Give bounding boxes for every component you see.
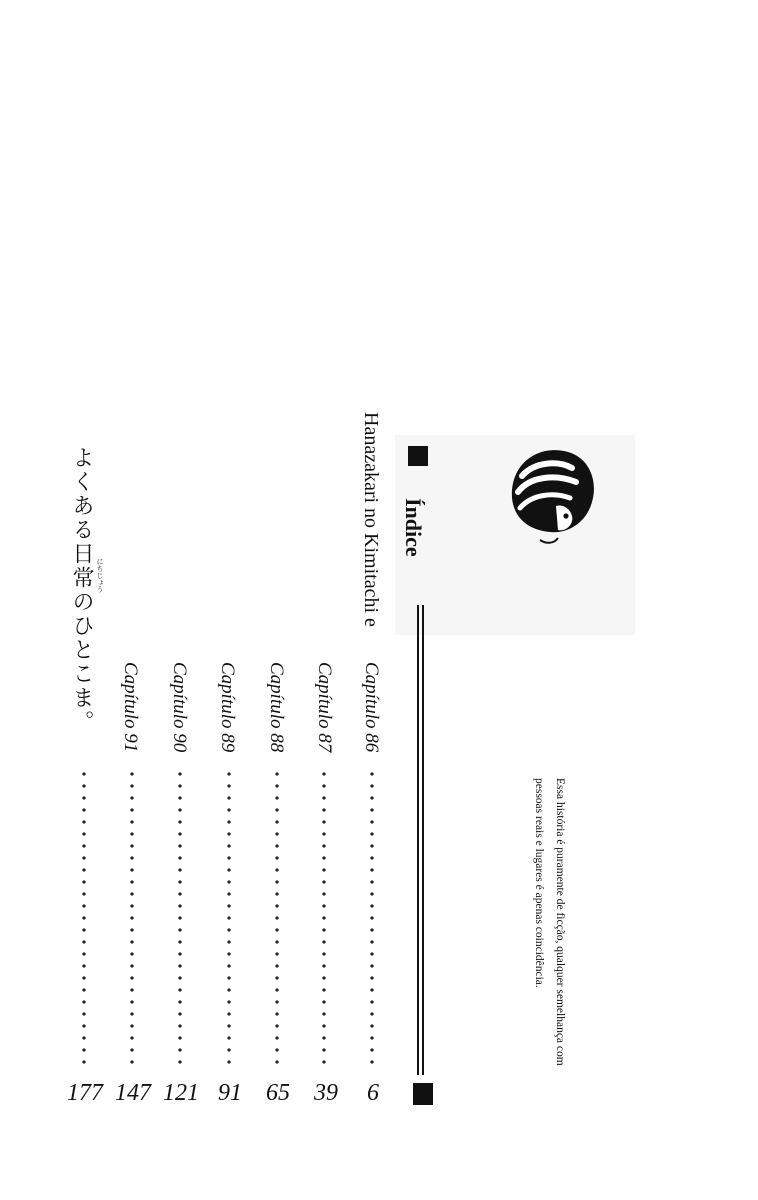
index-rule-right <box>422 605 424 1075</box>
index-title: Índice <box>401 498 426 557</box>
chapter-89-label: Capítulo 89 <box>217 662 238 753</box>
disclaimer-text <box>528 778 570 1066</box>
chapter-88-page: 65 <box>266 1080 290 1106</box>
index-bottom-square <box>413 1083 433 1105</box>
swirl-hair-face-logo-icon <box>500 440 600 550</box>
chapter-86-page: 6 <box>367 1080 379 1106</box>
index-top-square <box>408 446 428 466</box>
chapter-90-label: Capítulo 90 <box>169 662 190 753</box>
extra-story-title: よくある日常のひとこま。 <box>69 446 94 734</box>
chapter-91-label: Capítulo 91 <box>120 662 141 753</box>
disclaimer-line-2: pessoas reais e lugares é apenas coincidência. <box>533 778 545 988</box>
chapter-87-leader <box>322 768 326 1068</box>
chapter-90-page: 121 <box>163 1080 199 1106</box>
chapter-86-label: Capítulo 86 <box>361 662 382 753</box>
chapter-90-leader <box>178 768 182 1068</box>
chapter-88-leader <box>275 768 279 1068</box>
chapter-91-leader <box>130 768 134 1068</box>
index-rule-left <box>417 605 419 1075</box>
chapter-87-page: 39 <box>314 1080 338 1106</box>
chapter-89-page: 91 <box>218 1080 242 1106</box>
chapter-88-label: Capítulo 88 <box>266 662 287 753</box>
extra-story-leader <box>82 768 86 1068</box>
disclaimer-line-1: Essa história é puramente de ficção, qualquer semelhança com <box>554 778 566 1066</box>
extra-story-page: 177 <box>67 1080 103 1106</box>
extra-story-ruby: にちじょう <box>96 558 104 593</box>
chapter-89-leader <box>227 768 231 1068</box>
chapter-87-label: Capítulo 87 <box>314 662 335 753</box>
series-label: Hanazakari no Kimitachi e <box>360 412 382 627</box>
chapter-86-leader <box>370 768 374 1068</box>
chapter-91-page: 147 <box>115 1080 151 1106</box>
